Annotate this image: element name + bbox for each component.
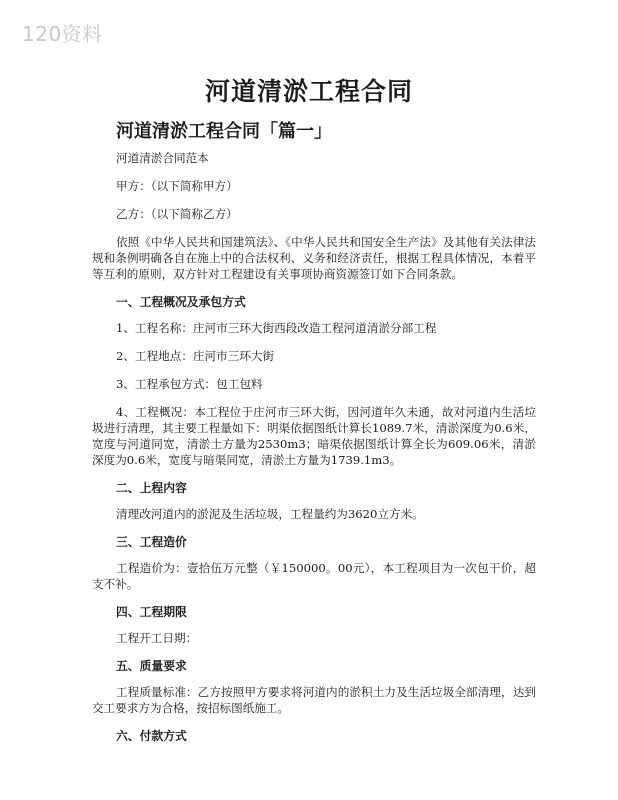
- clause-contract-method: 3、工程承包方式：包工包料: [116, 377, 263, 391]
- clause-project-name: 1、工程名称：庄河市三环大街西段改造工程河道清淤分部工程: [116, 321, 437, 335]
- watermark-text: 120资料: [22, 22, 103, 46]
- intro-paragraph: 河道清淤合同范本: [116, 151, 209, 165]
- section-heading-content: 二、上程内容: [116, 481, 187, 495]
- clause-work-content: 清理改河道内的淤泥及生活垃圾，工程量约为3620立方米。: [116, 507, 424, 521]
- clause-quality-standard: 工程质量标准：乙方按照甲方要求将河道内的淤积土力及生活垃圾全部清理，达到交工要求方为合格，按招标图纸施工。: [92, 685, 536, 715]
- section-heading-overview: 一、工程概况及承包方式: [116, 295, 246, 309]
- clause-start-date: 工程开工日期：: [116, 631, 198, 645]
- clause-project-location: 2、工程地点：庄河市三环大街: [116, 349, 275, 363]
- document-title: 河道清淤工程合同: [204, 77, 413, 106]
- document-body: [92, 150, 536, 754]
- section-heading-payment: 六、付款方式: [116, 729, 187, 743]
- section-title: 河道清淤工程合同「篇一」: [116, 121, 332, 142]
- section-heading-cost: 三、工程造价: [116, 535, 187, 549]
- preamble-paragraph: 依照《中华人民共和国建筑法》、《中华人民共和国安全生产法》及其他有关法律法规和条例明确各自在施上中的合法权利、义务和经济责任，根据工程具体情况，本着平等互利的原则，双方针对工程建设有关事项协商资源签订如下合同条款。: [92, 235, 536, 281]
- section-heading-period: 四、工程期限: [116, 605, 187, 619]
- section-heading-quality: 五、质量要求: [116, 659, 187, 673]
- clause-project-cost: 工程造价为：壹拾伍万元整（￥150000。00元），本工程项目为一次包干价，超支不补。: [92, 561, 536, 591]
- party-a-line: 甲方：（以下简称甲方）: [116, 179, 238, 193]
- clause-project-overview: 4、工程概况：本工程位于庄河市三环大街，因河道年久未通，故对河道内生活垃圾进行清理，其主要工程量如下：明渠依据图纸计算长1089.7米，清淤深度为0.6米，宽度与河道同宽，清淤土方量为2530m3；暗渠依据图纸计算全长为609.06米，清淤深度为0.6米，宽度与暗渠同宽，清淤土方量为1739.1m3。: [92, 405, 536, 467]
- party-b-line: 乙方：（以下简称乙方）: [116, 207, 238, 221]
